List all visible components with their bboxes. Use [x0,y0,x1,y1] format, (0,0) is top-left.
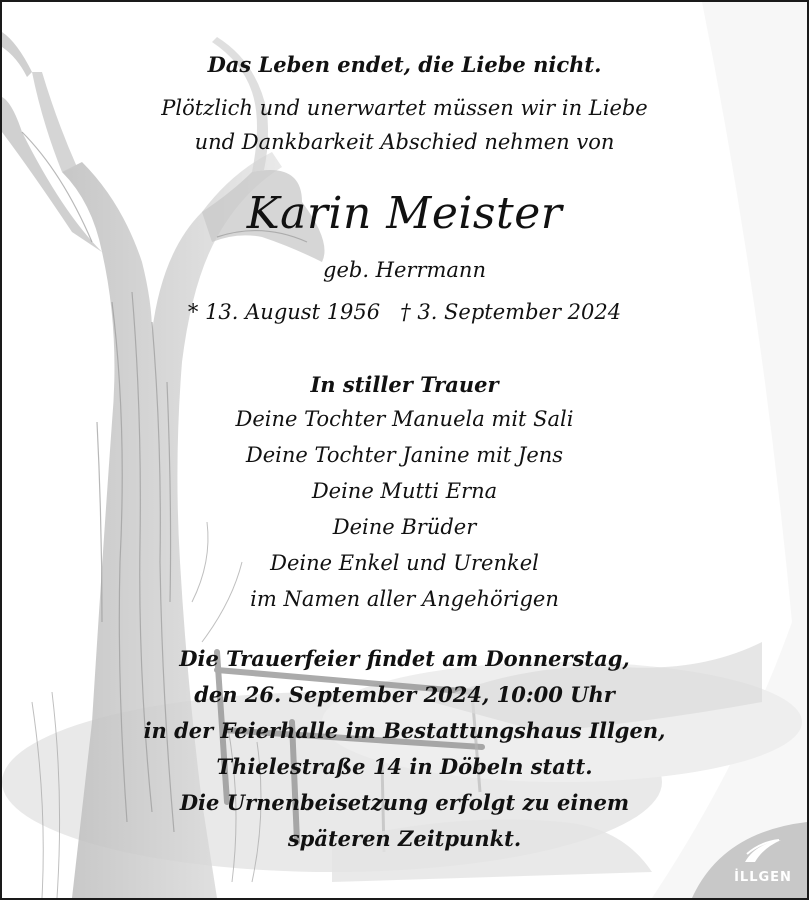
deceased-name: Karin Meister [246,188,563,239]
life-dates: * 13. August 1956 † 3. September 2024 [187,300,622,324]
birth-name: geb. Herrmann [323,258,486,282]
logo-text: İLLGEN [734,870,792,885]
ceremony-line: Die Urnenbeisetzung erfolgt zu einem [179,790,630,815]
mourner-line: Deine Mutti Erna [311,479,498,503]
mourner-line: Deine Tochter Janine mit Jens [245,443,564,467]
ceremony-line: späteren Zeitpunkt. [287,826,522,851]
ceremony-line: in der Feierhalle im Bestattungshaus Illgen, [143,718,666,743]
intro-line-1: Plötzlich und unerwartet müssen wir in Liebe [161,96,648,120]
ceremony-line: Die Trauerfeier findet am Donnerstag, [179,646,630,671]
logo-swoosh-icon [741,836,785,866]
ceremony-line: Thielestraße 14 in Döbeln statt. [216,754,593,779]
mourners-heading: In stiller Trauer [310,372,499,397]
illgen-logo [733,836,793,890]
mourner-line: Deine Enkel und Urenkel [270,551,539,575]
mourner-line: im Namen aller Angehörigen [250,587,559,611]
motto-line: Das Leben endet, die Liebe nicht. [207,52,602,77]
intro-line-2: und Dankbarkeit Abschied nehmen von [194,130,615,154]
mourner-line: Deine Brüder [332,515,477,539]
mourner-line: Deine Tochter Manuela mit Sali [235,407,574,431]
ceremony-line: den 26. September 2024, 10:00 Uhr [194,682,615,707]
